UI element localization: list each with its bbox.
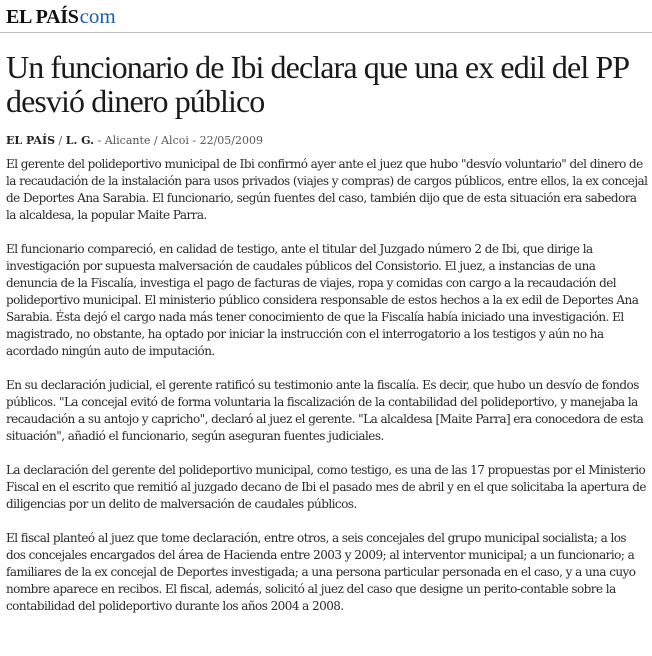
header-divider (0, 32, 652, 33)
byline-location: - Alicante / Alcoi - (93, 134, 200, 147)
brand-domain: com (79, 4, 116, 28)
article-paragraph: El fiscal planteó al juez que tome declaración, entre otros, a seis concejales del grupo municipal socialista; a los dos concejales encargados del área de Hacienda entre 2003 y 2009; al interventor municipal; a un funcionario; a familiares de la ex concejal de Deportes investigada; a una persona particular personada en el caso, y a una cuyo nombre aparece en recibos. El fiscal, además, solicitó al juez del caso que designe un perito-contable sobre la contabilidad del polideportivo durante los años 2004 a 2008. (6, 531, 636, 613)
byline-author: L. G. (65, 134, 94, 147)
site-logo[interactable] (6, 4, 116, 32)
byline-separator: / (55, 134, 66, 147)
article-body (6, 156, 648, 632)
byline-source: EL PAÍS (6, 134, 56, 147)
byline-date: 22/05/2009 (199, 134, 263, 147)
article-headline: Un funcionario de Ibi declara que una ex edil del PP desvió dinero público (6, 49, 629, 119)
brand-name: EL PAÍS (6, 6, 79, 28)
article-paragraph: En su declaración judicial, el gerente ratificó su testimonio ante la fiscalía. Es decir, que hubo un desvío de fondos públicos. "La concejal evitó de forma voluntaria la fiscalización de la contabilidad del polideportivo, y manejaba la recaudación a su antojo y capricho", declaró al juez el gerente. "La alcaldesa [Maite Parra] era conocedora de esta situación", añadió el funcionario, según aseguran fuentes judiciales. (6, 378, 644, 443)
article-paragraph: El funcionario compareció, en calidad de testigo, ante el titular del Juzgado número 2 de Ibi, que dirige la investigación por supuesta malversación de caudales públicos del Consistorio. El juez, a instancias de una denuncia de la Fiscalía, investiga el pago de facturas de viajes, ropa y comidas con cargo a la recaudación del polideportivo municipal. El ministerio público considera responsable de estos hechos a la ex edil de Deportes Ana Sarabia. Ésta dejó el cargo nada más tener conocimiento de que la Fiscalía había iniciado una investigación. El magistrado, no obstante, ha optado por iniciar la instrucción con el interrogatorio a los testigos y aún no ha acordado ningún auto de imputación. (6, 242, 639, 358)
article-paragraph: El gerente del polideportivo municipal de Ibi confirmó ayer ante el juez que hubo "desvío voluntario" del dinero de la recaudación de la instalación para usos privados (viajes y compras) de cargos públicos, entre ellos, la ex concejal de Deportes Ana Sarabia. El funcionario, según fuentes del caso, también dijo que de esta situación era sabedora la alcaldesa, la popular Maite Parra. (6, 157, 648, 222)
article-byline (6, 134, 646, 148)
article-paragraph: La declaración del gerente del polideportivo municipal, como testigo, es una de las 17 propuestas por el Ministerio Fiscal en el escrito que remitió al juzgado decano de Ibi el pasado mes de abril y en el que solicitaba la apertura de diligencias por un delito de malversación de caudales públicos. (6, 463, 646, 511)
